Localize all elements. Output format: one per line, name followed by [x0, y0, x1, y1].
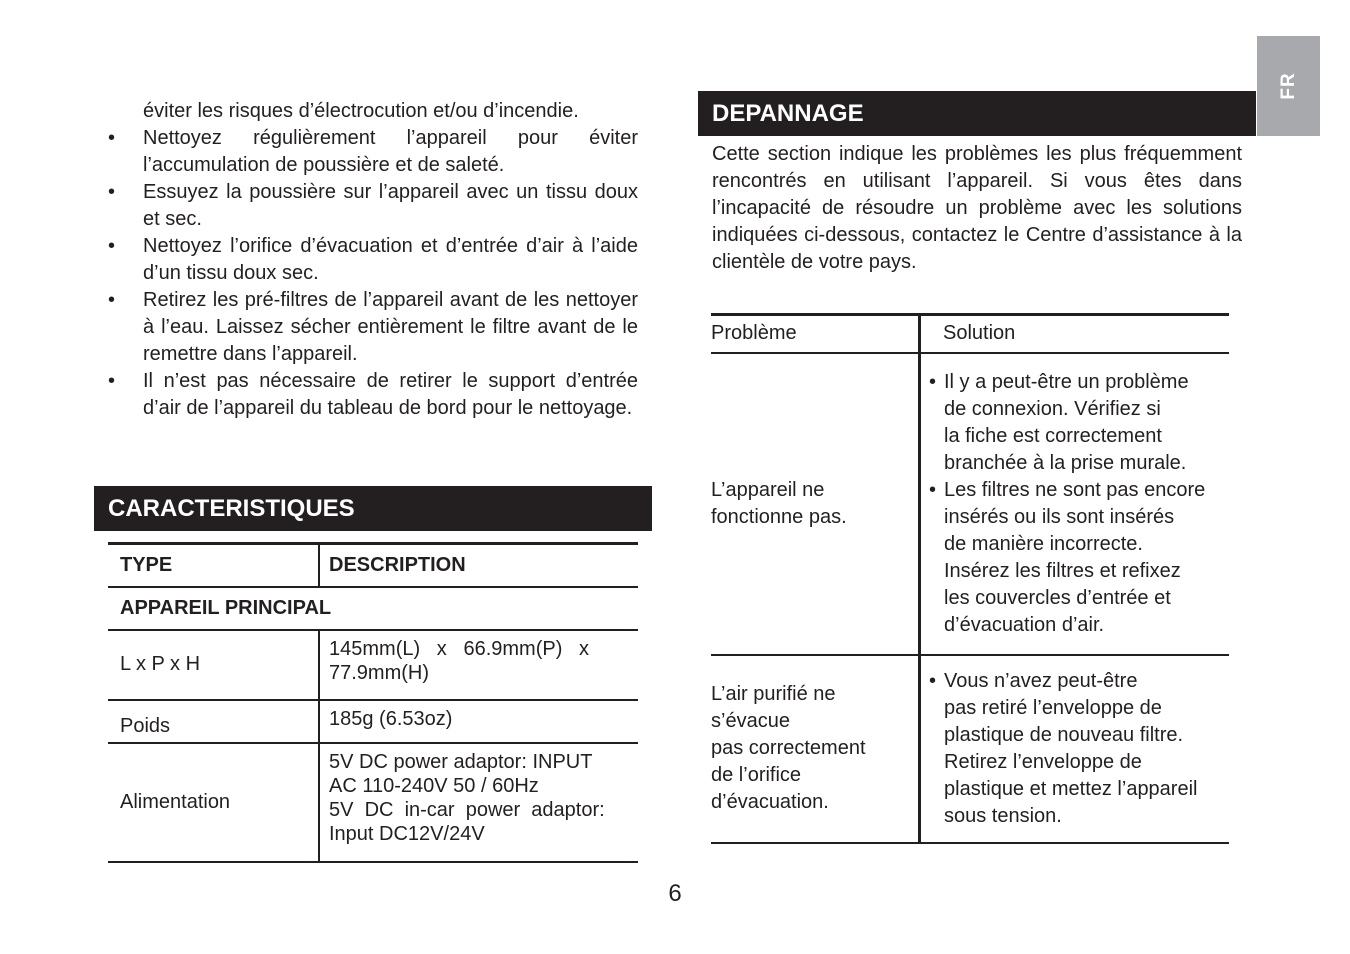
- list-item: • Il n’est pas nécessaire de retirer le support d’entrée d’air de l’appareil du tableau de bord pour le nettoyage.: [108, 370, 638, 419]
- solution-list: [929, 668, 1229, 830]
- specifications-table: [108, 542, 638, 863]
- language-tab: [1257, 36, 1320, 136]
- troubleshooting-table: [711, 313, 1229, 844]
- maintenance-section: [108, 98, 638, 422]
- table-row: [711, 655, 1229, 843]
- table-row: [108, 700, 638, 743]
- page-number: 6: [668, 880, 682, 907]
- bullet-icon: •: [929, 370, 937, 393]
- bullet-icon: •: [108, 370, 116, 392]
- bullet-icon: •: [929, 478, 937, 501]
- spec-type: Poids: [108, 700, 319, 743]
- bullet-icon: •: [929, 669, 937, 692]
- bullet-icon: •: [108, 181, 116, 203]
- table-row: [108, 743, 638, 862]
- list-item: • Il y a peut-être un problème de connexion. Vérifiez si la fiche est correctement branchée à la prise murale.: [929, 370, 1189, 474]
- troubleshooting-heading: DEPANNAGE: [698, 91, 1256, 136]
- table-row: [108, 630, 638, 700]
- table-row: [711, 353, 1229, 655]
- list-item: • Nettoyez régulièrement l’appareil pour éviter l’accumulation de poussière et de saleté.: [108, 127, 638, 176]
- continuation-text: éviter les risques d’électrocution et/ou d’incendie.: [143, 100, 579, 122]
- list-item: • Les filtres ne sont pas encore insérés ou ils sont insérés de manière incorrecte. Insérez les filtres et refixez les couvercles d’entrée et d’évacuation d’air.: [929, 478, 1206, 636]
- list-item: • Essuyez la poussière sur l’appareil avec un tissu doux et sec.: [108, 181, 638, 230]
- table-group-row: [108, 587, 638, 630]
- problem-cell: L’appareil ne fonctionne pas.: [711, 353, 920, 655]
- bullet-icon: •: [108, 289, 116, 311]
- table-header-row: [108, 544, 638, 587]
- spec-description: 145mm(L) x 66.9mm(P) x 77.9mm(H): [329, 637, 590, 684]
- specifications-heading: CARACTERISTIQUES: [94, 486, 652, 531]
- maintenance-bullet-list: [108, 125, 638, 422]
- table-header-row: [711, 315, 1229, 353]
- solution-cell: [920, 655, 1230, 843]
- language-code: FR: [1277, 72, 1299, 100]
- list-item: • Vous n’avez peut-être pas retiré l’enveloppe de plastique de nouveau filtre. Retirez l’enveloppe de plastique et mettez l’appareil sous tension.: [929, 669, 1198, 827]
- column-header-solution: Solution: [943, 322, 1016, 345]
- list-item: • Nettoyez l’orifice d’évacuation et d’entrée d’air à l’aide d’un tissu doux sec.: [108, 235, 638, 284]
- group-label: APPAREIL PRINCIPAL: [120, 596, 332, 619]
- solution-cell: [920, 353, 1230, 655]
- column-header-description: DESCRIPTION: [329, 554, 466, 577]
- problem-cell: L’air purifié ne s’évacue pas correctement de l’orifice d’évacuation.: [711, 655, 920, 843]
- bullet-icon: •: [108, 235, 116, 257]
- troubleshooting-intro: Cette section indique les problèmes les plus fréquemment rencontrés en utilisant l’appareil. Si vous êtes dans l’incapacité de résoudre un problème avec les solutions indiquées ci-dessous, contactez le Centre d’assistance à la clientèle de votre pays.: [712, 143, 1242, 273]
- column-header-type: TYPE: [108, 544, 319, 587]
- spec-type: Alimentation: [108, 743, 319, 862]
- spec-type: L x P x H: [108, 630, 319, 700]
- list-item: • Retirez les pré-filtres de l’appareil avant de les nettoyer à l’eau. Laissez sécher entièrement le filtre avant de le remettre dans l’appareil.: [108, 289, 638, 365]
- solution-list: [929, 369, 1229, 639]
- spec-description: 5V DC power adaptor: INPUT AC 110-240V 50 / 60Hz 5V DC in-car power adaptor: Input DC12V/24V: [329, 750, 605, 845]
- bullet-icon: •: [108, 127, 116, 149]
- column-header-problem: Problème: [711, 315, 920, 353]
- spec-description: 185g (6.53oz): [329, 707, 453, 730]
